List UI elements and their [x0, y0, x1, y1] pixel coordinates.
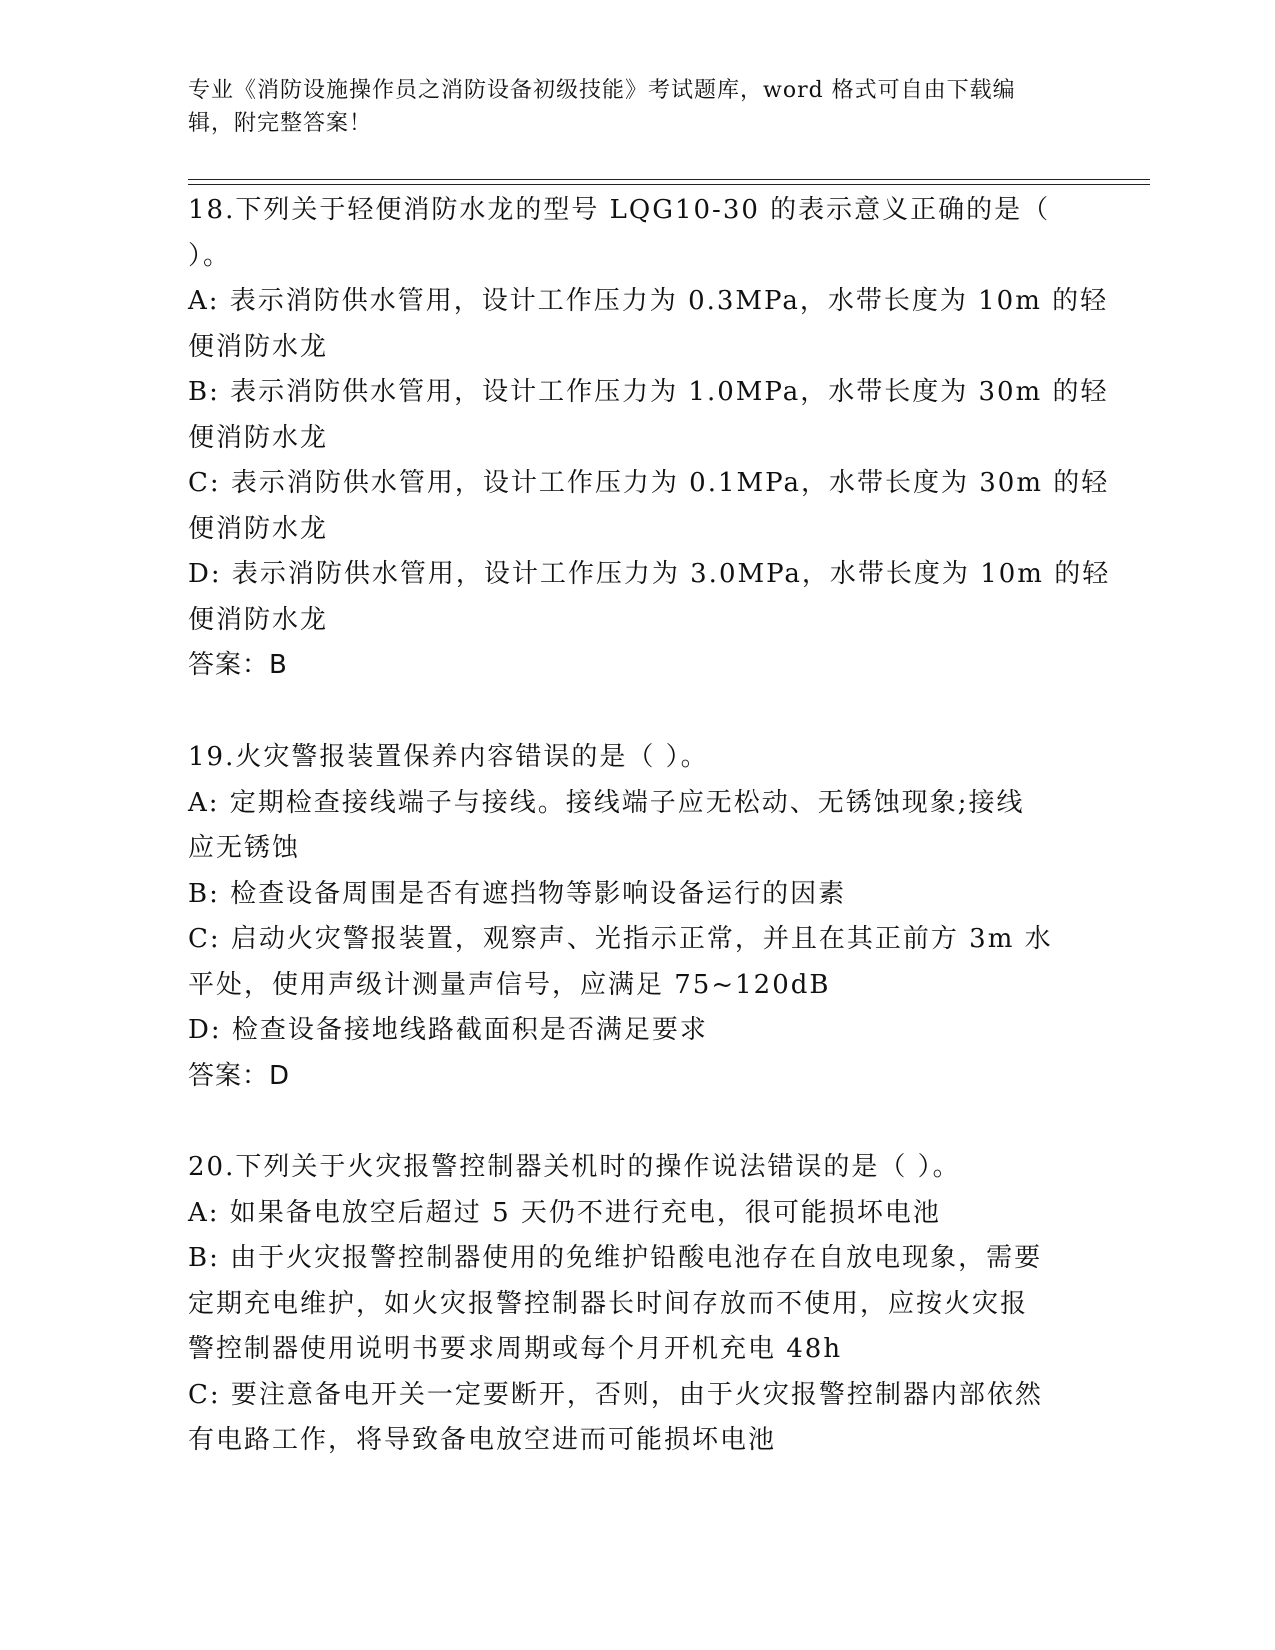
header-divider-top	[188, 179, 1150, 180]
question-18-option-b-cont: 便消防水龙	[188, 422, 329, 453]
question-19-option-c: C: 启动火灾警报装置，观察声、光指示正常，并且在其正前方 3m 水	[188, 924, 1053, 954]
question-18-option-c-cont: 便消防水龙	[188, 513, 329, 544]
question-19-option-b: B: 检查设备周围是否有遮挡物等影响设备运行的因素	[188, 878, 847, 909]
document-header	[188, 74, 1068, 140]
question-18-stem: 18.下列关于轻便消防水龙的型号 LQG10-30 的表示意义正确的是（	[188, 195, 1051, 225]
question-19-option-a-cont: 应无锈蚀	[188, 833, 301, 863]
header-line-2: 辑，附完整答案！	[188, 111, 373, 136]
question-18	[188, 188, 1111, 689]
question-18-option-c: C: 表示消防供水管用，设计工作压力为 0.1MPa，水带长度为 30m 的轻	[188, 468, 1110, 498]
question-20-stem: 20.下列关于火灾报警控制器关机时的操作说法错误的是（ ）。	[188, 1152, 961, 1182]
question-19-stem: 19.火灾警报装置保养内容错误的是（ ）。	[188, 742, 709, 772]
header-line-1: 专业《消防设施操作员之消防设备初级技能》考试题库，word 格式可自由下载编	[188, 78, 1016, 103]
question-18-option-a: A: 表示消防供水管用，设计工作压力为 0.3MPa，水带长度为 10m 的轻	[188, 286, 1109, 316]
question-20-option-b-cont-2: 警控制器使用说明书要求周期或每个月开机充电 48h	[188, 1334, 843, 1364]
question-18-stem-cont: ）。	[188, 240, 232, 271]
question-20-option-c-cont: 有电路工作，将导致备电放空进而可能损坏电池	[188, 1425, 777, 1455]
question-19-answer: 答案：D	[188, 1060, 291, 1091]
question-20	[188, 1145, 1088, 1464]
question-19-option-a: A: 定期检查接线端子与接线。接线端子应无松动、无锈蚀现象;接线	[188, 787, 1025, 818]
question-18-option-d: D: 表示消防供水管用，设计工作压力为 3.0MPa，水带长度为 10m 的轻	[188, 559, 1111, 589]
header-divider-bottom	[188, 184, 1150, 185]
question-20-option-b-cont-1: 定期充电维护，如火灾报警控制器长时间存放而不使用，应按火灾报	[188, 1288, 1029, 1319]
question-20-option-b: B: 由于火灾报警控制器使用的免维护铅酸电池存在自放电现象，需要	[188, 1243, 1043, 1273]
question-19-option-d: D: 检查设备接地线路截面积是否满足要求	[188, 1015, 708, 1045]
question-18-option-a-cont: 便消防水龙	[188, 331, 329, 362]
question-18-option-d-cont: 便消防水龙	[188, 604, 329, 635]
question-20-option-c: C: 要注意备电开关一定要断开，否则，由于火灾报警控制器内部依然	[188, 1379, 1043, 1410]
question-20-option-a: A: 如果备电放空后超过 5 天仍不进行充电，很可能损坏电池	[188, 1197, 941, 1228]
question-18-answer: 答案：B	[188, 650, 288, 680]
question-19-option-c-cont: 平处，使用声级计测量声信号，应满足 75~120dB	[188, 969, 831, 1000]
question-18-option-b: B: 表示消防供水管用，设计工作压力为 1.0MPa，水带长度为 30m 的轻	[188, 377, 1109, 407]
question-19	[188, 735, 1088, 1099]
